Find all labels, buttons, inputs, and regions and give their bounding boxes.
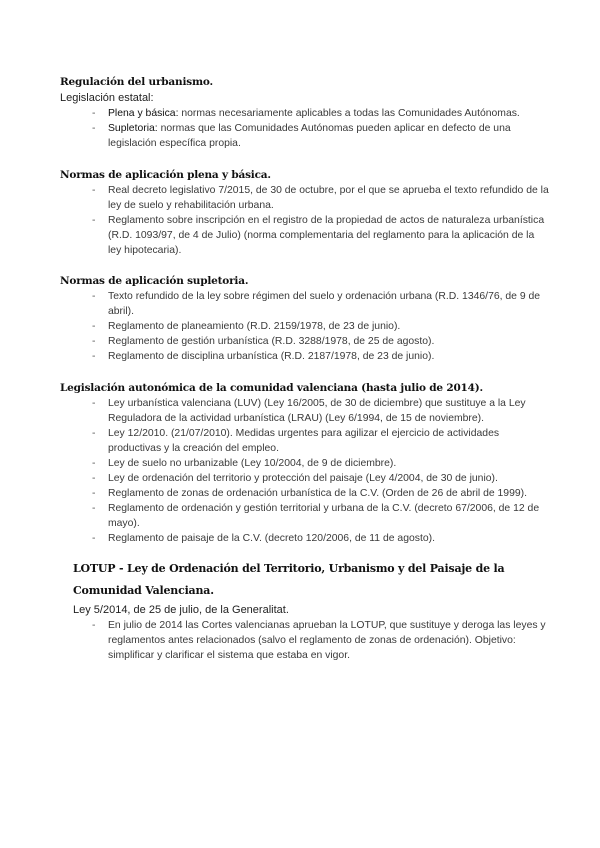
list-item [60, 426, 550, 456]
list-item-text: Ley 12/2010. (21/07/2010). Medidas urgentes para agilizar el ejercicio de actividades productivas y la creación del empleo. [108, 428, 500, 454]
list-item-text: Reglamento de paisaje de la C.V. (decreto 120/2006, de 11 de agosto). [108, 533, 435, 544]
list-item-text: Ley urbanística valenciana (LUV) (Ley 16/2005, de 30 de diciembre) que sustituye a la Ley Reguladora de la actividad urbanística (LRAU) (Ley 6/1994, de 15 de noviembre). [108, 398, 526, 424]
list-item [60, 396, 550, 426]
bullet-dash: - [92, 533, 96, 544]
section-title-regulacion: Regulación del urbanismo. [60, 76, 213, 88]
bullet-dash: - [92, 351, 96, 362]
section-title-plena-basica: Normas de aplicación plena y básica. [60, 169, 271, 181]
list-item [60, 106, 550, 121]
term-label: Supletoria: [108, 123, 158, 134]
list-item [60, 121, 550, 151]
document-content [60, 74, 550, 663]
term-description: normas necesariamente aplicables a todas las Comunidades Autónomas. [178, 108, 520, 119]
term-description: normas que las Comunidades Autónomas pueden aplicar en defecto de una legislación específica propia. [108, 123, 511, 149]
list-item-text: Texto refundido de la ley sobre régimen del suelo y ordenación urbana (R.D. 1346/76, de 9 de abril). [108, 291, 541, 317]
list-autonomica [60, 396, 550, 546]
bullet-dash: - [92, 503, 96, 514]
bullet-dash: - [92, 291, 96, 302]
bullet-dash: - [92, 620, 96, 631]
bullet-dash: - [92, 473, 96, 484]
subtitle-legislacion-estatal: Legislación estatal: [60, 92, 154, 104]
list-supletoria [60, 289, 550, 364]
bullet-dash: - [92, 321, 96, 332]
list-item-text: Reglamento de ordenación y gestión territorial y urbana de la C.V. (decreto 67/2006, de 12 de mayo). [108, 503, 540, 529]
list-item-text: Real decreto legislativo 7/2015, de 30 de octubre, por el que se aprueba el texto refundido de la ley de suelo y rehabilitación urbana. [108, 185, 549, 211]
list-item [60, 289, 550, 319]
list-item [60, 486, 550, 501]
list-item-text: Reglamento de zonas de ordenación urbanística de la C.V. (Orden de 26 de abril de 1999). [108, 488, 527, 499]
bullet-dash: - [92, 428, 96, 439]
list-lotup [60, 618, 550, 663]
bullet-dash: - [92, 215, 96, 226]
list-item [60, 456, 550, 471]
section-title-lotup: LOTUP - Ley de Ordenación del Territorio, Urbanismo y del Paisaje de la Comunidad Valenciana. [73, 562, 505, 597]
bullet-dash: - [92, 108, 96, 119]
list-item [60, 319, 550, 334]
list-plena-basica [60, 183, 550, 258]
section-title-autonomica: Legislación autonómica de la comunidad valenciana (hasta julio de 2014). [60, 382, 483, 394]
list-item-text: Ley de suelo no urbanizable (Ley 10/2004, de 9 de diciembre). [108, 458, 397, 469]
list-item [60, 531, 550, 546]
list-item-text: Reglamento de planeamiento (R.D. 2159/1978, de 23 de junio). [108, 321, 401, 332]
list-item-text: Reglamento de disciplina urbanística (R.D. 2187/1978, de 23 de junio). [108, 351, 435, 362]
bullet-dash: - [92, 398, 96, 409]
list-item [60, 618, 550, 663]
list-item-text: En julio de 2014 las Cortes valencianas aprueban la LOTUP, que sustituye y deroga las leyes y reglamentos antes relacionados (salvo el reglamento de zonas de ordenación). Objetivo: simplificar y clarificar el sistema que estaba en vigor. [108, 620, 546, 661]
list-item-text: Ley de ordenación del territorio y protección del paisaje (Ley 4/2004, de 30 de junio). [108, 473, 498, 484]
list-legislacion-estatal [60, 106, 550, 151]
bullet-dash: - [92, 458, 96, 469]
list-item-text: Reglamento de gestión urbanística (R.D. 3288/1978, de 25 de agosto). [108, 336, 435, 347]
bullet-dash: - [92, 488, 96, 499]
bullet-dash: - [92, 185, 96, 196]
bullet-dash: - [92, 336, 96, 347]
list-item-text: Reglamento sobre inscripción en el registro de la propiedad de actos de naturaleza urbanística (R.D. 1093/97, de 4 de Julio) (norma complementaria del reglamento para la aplicación de la ley hipotecaria). [108, 215, 545, 256]
list-item [60, 213, 550, 258]
list-item [60, 471, 550, 486]
list-item [60, 349, 550, 364]
section-title-supletoria: Normas de aplicación supletoria. [60, 275, 249, 287]
list-item [60, 501, 550, 531]
subtitle-ley-5-2014: Ley 5/2014, de 25 de julio, de la Generalitat. [73, 604, 289, 616]
list-item [60, 183, 550, 213]
list-item [60, 334, 550, 349]
bullet-dash: - [92, 123, 96, 134]
term-label: Plena y básica: [108, 108, 179, 119]
